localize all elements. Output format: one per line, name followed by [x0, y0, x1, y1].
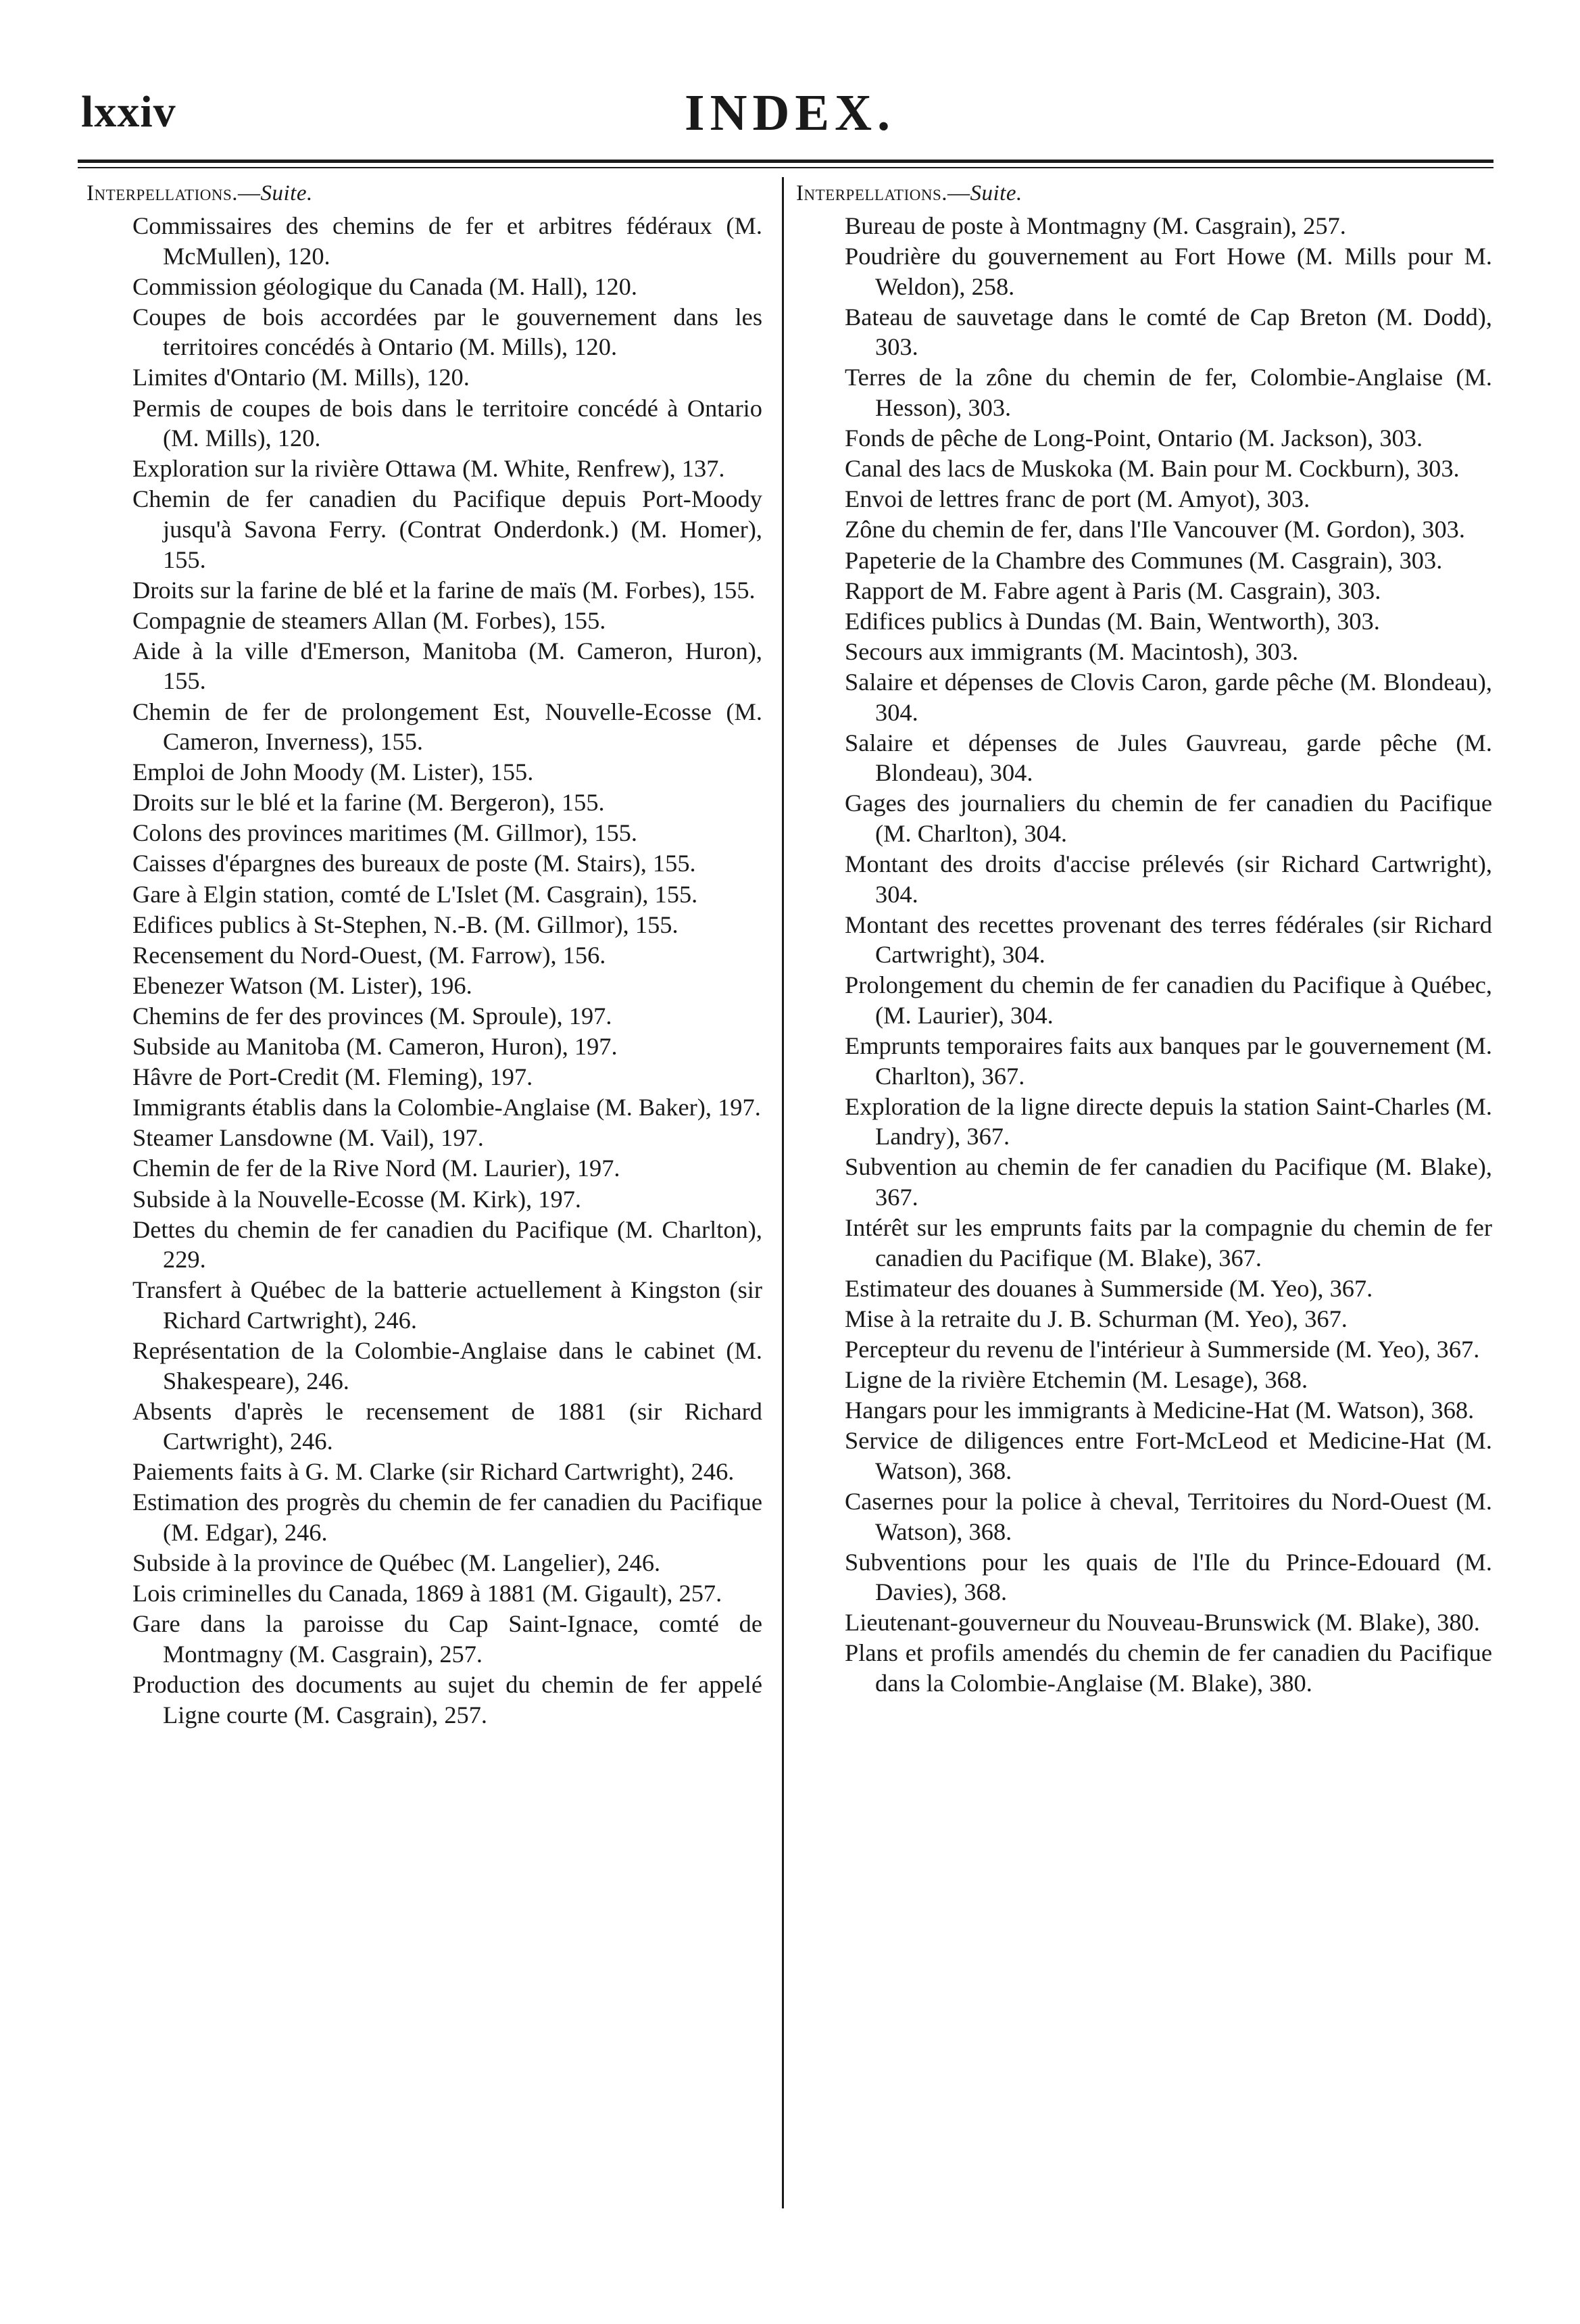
index-entry: Chemin de fer de la Rive Nord (M. Laurier), 197.	[132, 1155, 620, 1182]
index-entry: Subventions pour les quais de l'Ile du Prince-Edouard (M. Davies), 368.	[845, 1548, 1492, 1606]
index-entry: Subside à la province de Québec (M. Langelier), 246.	[132, 1549, 661, 1577]
page-number: lxxiv	[81, 87, 176, 137]
index-entry: Plans et profils amendés du chemin de fer canadien du Pacifique dans la Colombie-Anglaise (M. Blake), 380.	[845, 1639, 1492, 1697]
index-entry: Salaire et dépenses de Jules Gauvreau, garde pêche (M. Blondeau), 304.	[845, 729, 1492, 787]
index-entry: Rapport de M. Fabre agent à Paris (M. Casgrain), 303.	[845, 577, 1381, 604]
right-column	[796, 177, 1492, 1699]
index-entry: Envoi de lettres franc de port (M. Amyot), 303.	[845, 485, 1310, 513]
index-entry: Emploi de John Moody (M. Lister), 155.	[132, 758, 534, 786]
index-entry: Chemin de fer de prolongement Est, Nouvelle-Ecosse (M. Cameron, Inverness), 155.	[132, 698, 762, 756]
index-entry: Transfert à Québec de la batterie actuellement à Kingston (sir Richard Cartwright), 246.	[132, 1276, 762, 1334]
index-entry: Bureau de poste à Montmagny (M. Casgrain), 257.	[845, 212, 1346, 239]
index-entry: Ligne de la rivière Etchemin (M. Lesage), 368.	[845, 1366, 1308, 1394]
index-entry: Limites d'Ontario (M. Mills), 120.	[132, 364, 470, 391]
index-entries	[796, 211, 1492, 1699]
index-entry: Caisses d'épargnes des bureaux de poste (M. Stairs), 155.	[132, 850, 696, 877]
index-entry: Compagnie de steamers Allan (M. Forbes), 155.	[132, 606, 606, 634]
index-entry: Gages des journaliers du chemin de fer canadien du Pacifique (M. Charlton), 304.	[845, 790, 1492, 847]
index-entry: Lois criminelles du Canada, 1869 à 1881 (M. Gigault), 257.	[132, 1580, 722, 1607]
page-title: INDEX.	[685, 84, 895, 141]
index-entry: Percepteur du revenu de l'intérieur à Summerside (M. Yeo), 367.	[845, 1335, 1480, 1363]
left-column	[87, 177, 762, 1730]
index-entry: Commission géologique du Canada (M. Hall), 120.	[132, 272, 637, 300]
index-entry: Subvention au chemin de fer canadien du Pacifique (M. Blake), 367.	[845, 1153, 1492, 1211]
index-entry: Emprunts temporaires faits aux banques par le gouvernement (M. Charlton), 367.	[845, 1032, 1492, 1090]
index-entry: Aide à la ville d'Emerson, Manitoba (M. Cameron, Huron), 155.	[132, 637, 762, 695]
index-entry: Subside au Manitoba (M. Cameron, Huron), 197.	[132, 1033, 618, 1061]
index-entry: Edifices publics à Dundas (M. Bain, Wentworth), 303.	[845, 607, 1380, 635]
index-entry: Estimation des progrès du chemin de fer canadien du Pacifique (M. Edgar), 246.	[132, 1488, 762, 1547]
section-heading-main: Interpellations.—	[87, 181, 261, 205]
index-entry: Exploration de la ligne directe depuis la station Saint-Charles (M. Landry), 367.	[845, 1092, 1492, 1151]
section-heading-suffix: Suite.	[260, 181, 313, 205]
index-entry: Coupes de bois accordées par le gouvernement dans les territoires concédés à Ontario (M. Mills), 120.	[132, 303, 762, 361]
index-entry: Zône du chemin de fer, dans l'Ile Vancouver (M. Gordon), 303.	[845, 516, 1465, 543]
index-entry: Poudrière du gouvernement au Fort Howe (M. Mills pour M. Weldon), 258.	[845, 243, 1492, 300]
index-entry: Edifices publics à St-Stephen, N.-B. (M. Gillmor), 155.	[132, 911, 678, 938]
index-entry: Production des documents au sujet du chemin de fer appelé Ligne courte (M. Casgrain), 257.	[132, 1671, 762, 1728]
index-entry: Gare dans la paroisse du Cap Saint-Ignace, comté de Montmagny (M. Casgrain), 257.	[132, 1610, 762, 1668]
index-entry: Salaire et dépenses de Clovis Caron, garde pêche (M. Blondeau), 304.	[845, 668, 1492, 726]
index-entry: Terres de la zône du chemin de fer, Colombie-Anglaise (M. Hesson), 303.	[845, 364, 1492, 422]
section-heading-suffix: Suite.	[970, 181, 1022, 205]
index-entry: Hâvre de Port-Credit (M. Fleming), 197.	[132, 1063, 533, 1091]
index-entry: Chemin de fer canadien du Pacifique depuis Port-Moody jusqu'à Savona Ferry. (Contrat Onderdonk.) (M. Homer), 155.	[132, 485, 762, 573]
index-entry: Casernes pour la police à cheval, Territoires du Nord-Ouest (M. Watson), 368.	[845, 1487, 1492, 1545]
index-entry: Ebenezer Watson (M. Lister), 196.	[132, 971, 472, 999]
index-entry: Chemins de fer des provinces (M. Sproule), 197.	[132, 1002, 612, 1030]
index-entry: Bateau de sauvetage dans le comté de Cap Breton (M. Dodd), 303.	[845, 303, 1492, 361]
index-entry: Représentation de la Colombie-Anglaise dans le cabinet (M. Shakespeare), 246.	[132, 1336, 762, 1395]
index-entry: Intérêt sur les emprunts faits par la compagnie du chemin de fer canadien du Pacifique (M. Blake), 367.	[845, 1214, 1492, 1272]
header-rule-thin	[78, 167, 1493, 168]
index-entry: Montant des droits d'accise prélevés (sir Richard Cartwright), 304.	[845, 850, 1492, 908]
section-heading-main: Interpellations.—	[796, 181, 970, 205]
index-entry: Mise à la retraite du J. B. Schurman (M. Yeo), 367.	[845, 1305, 1348, 1332]
index-entry: Exploration sur la rivière Ottawa (M. White, Renfrew), 137.	[132, 455, 725, 483]
index-entry: Prolongement du chemin de fer canadien du Pacifique à Québec, (M. Laurier), 304.	[845, 971, 1492, 1029]
index-entry: Droits sur le blé et la farine (M. Bergeron), 155.	[132, 789, 605, 817]
index-entry: Colons des provinces maritimes (M. Gillmor), 155.	[132, 819, 637, 847]
section-heading	[87, 177, 762, 210]
index-entry: Lieutenant-gouverneur du Nouveau-Brunswick (M. Blake), 380.	[845, 1609, 1480, 1637]
index-entries	[87, 211, 762, 1730]
index-entry: Papeterie de la Chambre des Communes (M. Casgrain), 303.	[845, 546, 1443, 574]
index-entry: Fonds de pêche de Long-Point, Ontario (M. Jackson), 303.	[845, 425, 1423, 452]
index-entry: Estimateur des douanes à Summerside (M. Yeo), 367.	[845, 1274, 1373, 1302]
index-entry: Commissaires des chemins de fer et arbitres fédéraux (M. McMullen), 120.	[132, 212, 762, 270]
index-entry: Droits sur la farine de blé et la farine de maïs (M. Forbes), 155.	[132, 576, 756, 604]
index-entry: Subside à la Nouvelle-Ecosse (M. Kirk), 197.	[132, 1185, 581, 1213]
index-entry: Permis de coupes de bois dans le territoire concédé à Ontario (M. Mills), 120.	[132, 394, 762, 452]
index-entry: Steamer Lansdowne (M. Vail), 197.	[132, 1124, 484, 1152]
index-entry: Absents d'après le recensement de 1881 (sir Richard Cartwright), 246.	[132, 1397, 762, 1455]
index-entry: Recensement du Nord-Ouest, (M. Farrow), 156.	[132, 941, 606, 969]
index-entry: Service de diligences entre Fort-McLeod et Medicine-Hat (M. Watson), 368.	[845, 1427, 1492, 1484]
index-entry: Dettes du chemin de fer canadien du Pacifique (M. Charlton), 229.	[132, 1215, 762, 1274]
index-entry: Secours aux immigrants (M. Macintosh), 303.	[845, 637, 1299, 665]
index-entry: Paiements faits à G. M. Clarke (sir Richard Cartwright), 246.	[132, 1458, 735, 1486]
index-entry: Immigrants établis dans la Colombie-Anglaise (M. Baker), 197.	[132, 1094, 761, 1121]
column-divider	[782, 177, 784, 2208]
section-heading	[796, 177, 1492, 210]
header-rule-thick	[78, 160, 1493, 163]
index-entry: Montant des recettes provenant des terres fédérales (sir Richard Cartwright), 304.	[845, 911, 1492, 969]
index-entry: Canal des lacs de Muskoka (M. Bain pour M. Cockburn), 303.	[845, 455, 1460, 483]
index-entry: Gare à Elgin station, comté de L'Islet (M. Casgrain), 155.	[132, 880, 698, 908]
index-entry: Hangars pour les immigrants à Medicine-Hat (M. Watson), 368.	[845, 1397, 1475, 1424]
